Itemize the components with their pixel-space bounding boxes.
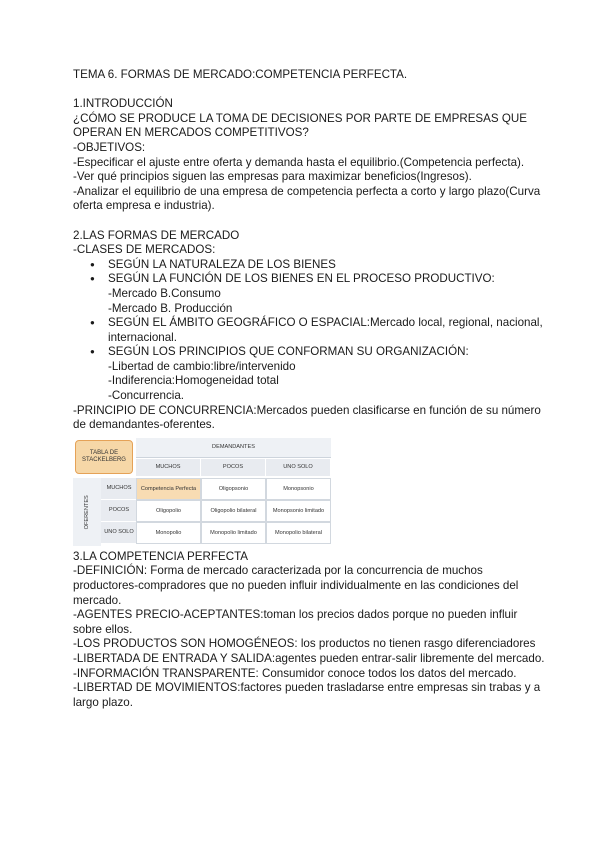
principio-line-1: -PRINCIPIO DE CONCURRENCIA:Mercados pueden clasificarse en función de su número [73,403,541,417]
question-line-1: ¿CÓMO SE PRODUCE LA TOMA DE DECISIONES POR PARTE DE EMPRESAS QUE [73,111,527,125]
col-header: UNO SOLO [266,459,331,476]
list-item [73,345,543,403]
question-line-2: OPERAN EN MERCADOS COMPETITIVOS? [73,126,309,140]
market-classes-list [73,258,543,404]
list-item [73,272,543,316]
corner-text: TABLA DE STACKELBERG [82,449,126,463]
section-1-heading: 1.INTRODUCCIÓN [73,97,173,111]
sub-item: -Mercado B.Consumo [108,286,221,300]
objective-1: -Especificar el ajuste entre oferta y demanda hasta el equilibrio.(Competencia perfecta). [73,155,525,169]
col-header: MUCHOS [136,459,201,476]
objective-3-line-2: oferta empresa e industria). [73,199,215,213]
clases-heading: -CLASES DE MERCADOS: [73,243,216,257]
table-cell: Monopolio bilateral [266,522,331,544]
movimientos-line-1: -LIBERTAD DE MOVIMIENTOS:factores pueden trasladarse entre empresas sin trabas y a [73,681,541,695]
section-2-heading: 2.LAS FORMAS DE MERCADO [73,228,240,242]
row-header: POCOS [101,500,137,522]
table-cell: Monopolio [136,522,201,544]
list-item [73,316,543,345]
oferentes-header [73,478,101,546]
document-page [73,68,543,710]
table-cell: Oligopolio [136,500,201,522]
objective-3-line-1: -Analizar el equilibrio de una empresa de competencia perfecta a corto y largo plazo(Curva [73,184,541,198]
movimientos-line-2: largo plazo. [73,695,133,709]
definicion-line-3: mercado. [73,593,122,607]
list-item-text: SEGÚN LA NATURALEZA DE LOS BIENES [108,257,336,271]
table-cell: Monopolio limitado [201,522,266,544]
informacion-line: -INFORMACIÓN TRANSPARENTE: Consumidor conoce todos los datos del mercado. [73,666,517,680]
agentes-line-2: sobre ellos. [73,622,133,636]
stackelberg-table [73,438,331,546]
demandantes-header: DEMANDANTES [136,438,331,458]
sub-item: -Mercado B. Producción [108,301,233,315]
table-cell: Oligopsonio [201,478,266,500]
list-item [73,258,543,273]
list-item-text: ● SEGÚN EL ÁMBITO GEOGRÁFICO O ESPACIAL:Mercado local, regional, nacional, [108,316,543,330]
list-item-text-cont: internacional. [108,330,177,344]
productos-line: -LOS PRODUCTOS SON HOMOGÉNEOS: los productos no tienen rasgo diferenciadores [73,637,536,651]
agentes-line-1: -AGENTES PRECIO-ACEPTANTES:toman los precios dados porque no pueden influir [73,608,518,622]
sub-item: -Libertad de cambio:libre/intervenido [108,359,296,373]
list-item-text: ● SEGÚN LA FUNCIÓN DE LOS BIENES EN EL PROCESO PRODUCTIVO: [108,272,495,286]
table-corner-label [75,440,133,474]
sub-item: -Concurrencia. [108,389,185,403]
document-title: TEMA 6. FORMAS DE MERCADO:COMPETENCIA PERFECTA. [73,68,408,81]
table-cell: Monopsonio [266,478,331,500]
table-cell: Competencia Perfecta [136,478,201,500]
row-header: UNO SOLO [101,522,137,544]
principio-line-2: de demandantes-oferentes. [73,418,215,432]
definicion-line-2: productores-compradores que no pueden influir individualmente en las condiciones del [73,579,519,593]
list-item-text: ● SEGÚN LOS PRINCIPIOS QUE CONFORMAN SU ORGANIZACIÓN: [108,345,469,359]
libertad-line: -LIBERTADA DE ENTRADA Y SALIDA:agentes pueden entrar-salir libremente del mercado. [73,652,545,665]
definicion-line-1: -DEFINICIÓN: Forma de mercado caracterizada por la concurrencia de muchos [73,564,483,578]
col-header: POCOS [201,459,266,476]
objectives-heading: -OBJETIVOS: [73,140,146,154]
table-cell: Oligopolio bilateral [201,500,266,522]
row-header: MUCHOS [101,478,137,500]
sub-item: -Indiferencia:Homogeneidad total [108,374,279,388]
table-cell: Monopsonio limitado [266,500,331,522]
objective-2: -Ver qué principios siguen las empresas para maximizar beneficios(Ingresos). [73,170,472,184]
section-3-heading: 3.LA COMPETENCIA PERFECTA [73,549,249,563]
oferentes-text: OFERENTES [83,494,90,529]
